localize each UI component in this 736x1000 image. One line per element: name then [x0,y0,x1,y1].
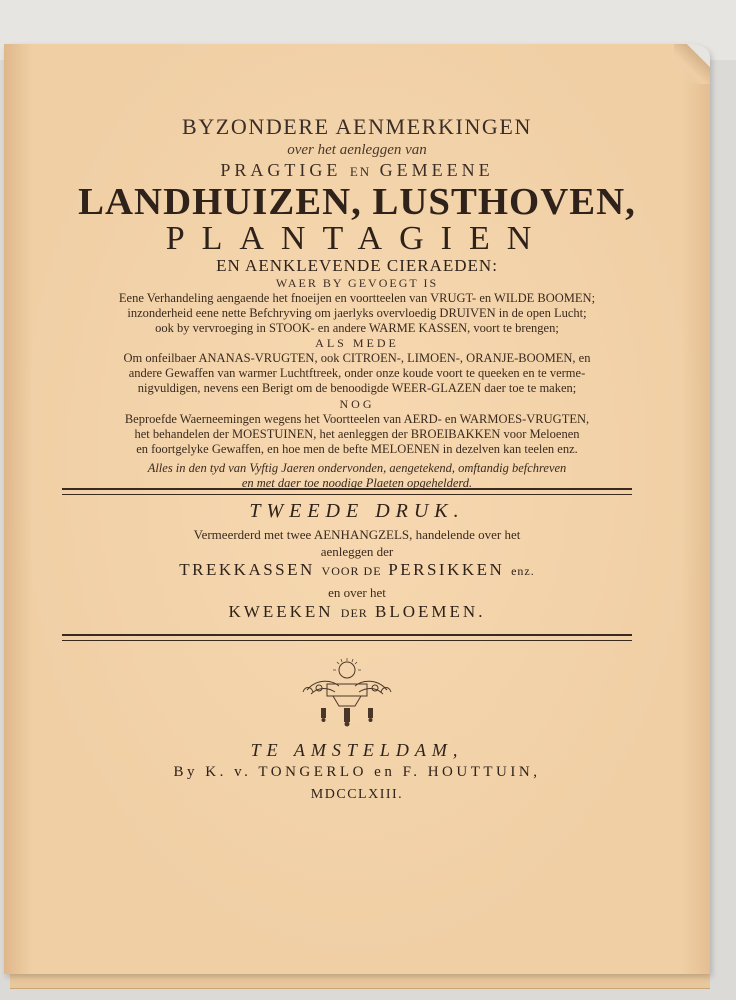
edition-heading: TWEEDE DRUK. [249,500,465,522]
title-line-5: EN AENKLEVENDE CIERAEDEN: [216,256,498,275]
text-line-3: ook by vervroeging in STOOK- en andere WARME KASSEN, voort te brengen; [155,321,559,335]
italic-line-1: Alles in den tyd van Vyftig Jaeren ondervonden, aengetekend, omftandig befchreven [147,461,567,475]
als-mede: ALS MEDE [315,336,399,350]
title-line-2: PRAGTIGE EN GEMEENE [220,160,494,180]
text-line-6: nigvuldigen, nevens een Berigt om de benoodigde WEER-GLAZEN daer toe te maken; [137,381,577,395]
text-line-4: Om onfeilbaer ANANAS-VRUGTEN, ook CITROEN-, LIMOEN-, ORANJE-BOOMEN, en [123,351,591,365]
imprint-publisher: By K. v. TONGERLO en F. HOUTTUIN, [173,764,541,780]
edition-line-1: Vermeerderd met twee AENHANGZELS, handelende over het [193,527,521,542]
text-line-5: andere Gewaffen van warmer Luchtftreek, onder onze koude voort te queeken en te verme- [128,366,586,380]
double-rule-bottom [62,634,632,641]
text-line-2: inzonderheid eene nette Befchryving om jaerlyks overvloedig DRUIVEN in de open Lucht; [127,306,587,320]
imprint-place: TE AMSTELDAM, [250,740,464,760]
kweeken-line: KWEEKEN DER BLOEMEN. [228,602,486,621]
nog: NOG [339,397,375,411]
subtitle: over het aenleggen van [287,142,427,158]
text-line-7: Beproefde Waerneemingen wegens het Voortteelen van AERD- en WARMOES-VRUGTEN, [124,412,590,426]
title-page [4,44,710,974]
over-het-line: en over het [328,585,386,600]
double-rule-top [62,488,632,495]
italic-line-2: en met daer toe noodige Plaeten opgehelderd. [241,476,473,490]
title-main: BYZONDERE AENMERKINGEN [182,114,532,139]
trekkassen-line: TREKKASSEN VOOR DE PERSIKKEN enz. [179,560,535,579]
imprint-year: MDCCLXIII. [310,787,404,802]
text-line-9: en foortgelyke Gewaffen, en hoe men de befte MELOENEN in dezelven kan teelen enz. [136,442,578,456]
ornament-icon [297,656,397,734]
worn-corner [674,44,710,84]
title-line-4: PLANTAGIEN [165,220,549,257]
title-line-3: LANDHUIZEN, LUSTHOVEN, [78,181,636,223]
text-line-1: Eene Verhandeling aengaende het fnoeijen en voortteelen van VRUGT- en WILDE BOOMEN; [118,291,596,305]
waer-by-line: WAER BY GEVOEGT IS [275,276,439,290]
edition-line-2: aenleggen der [320,544,394,559]
text-line-8: het behandelen der MOESTUINEN, het aenleggen der BROEIBAKKEN voor Meloenen [134,427,580,441]
